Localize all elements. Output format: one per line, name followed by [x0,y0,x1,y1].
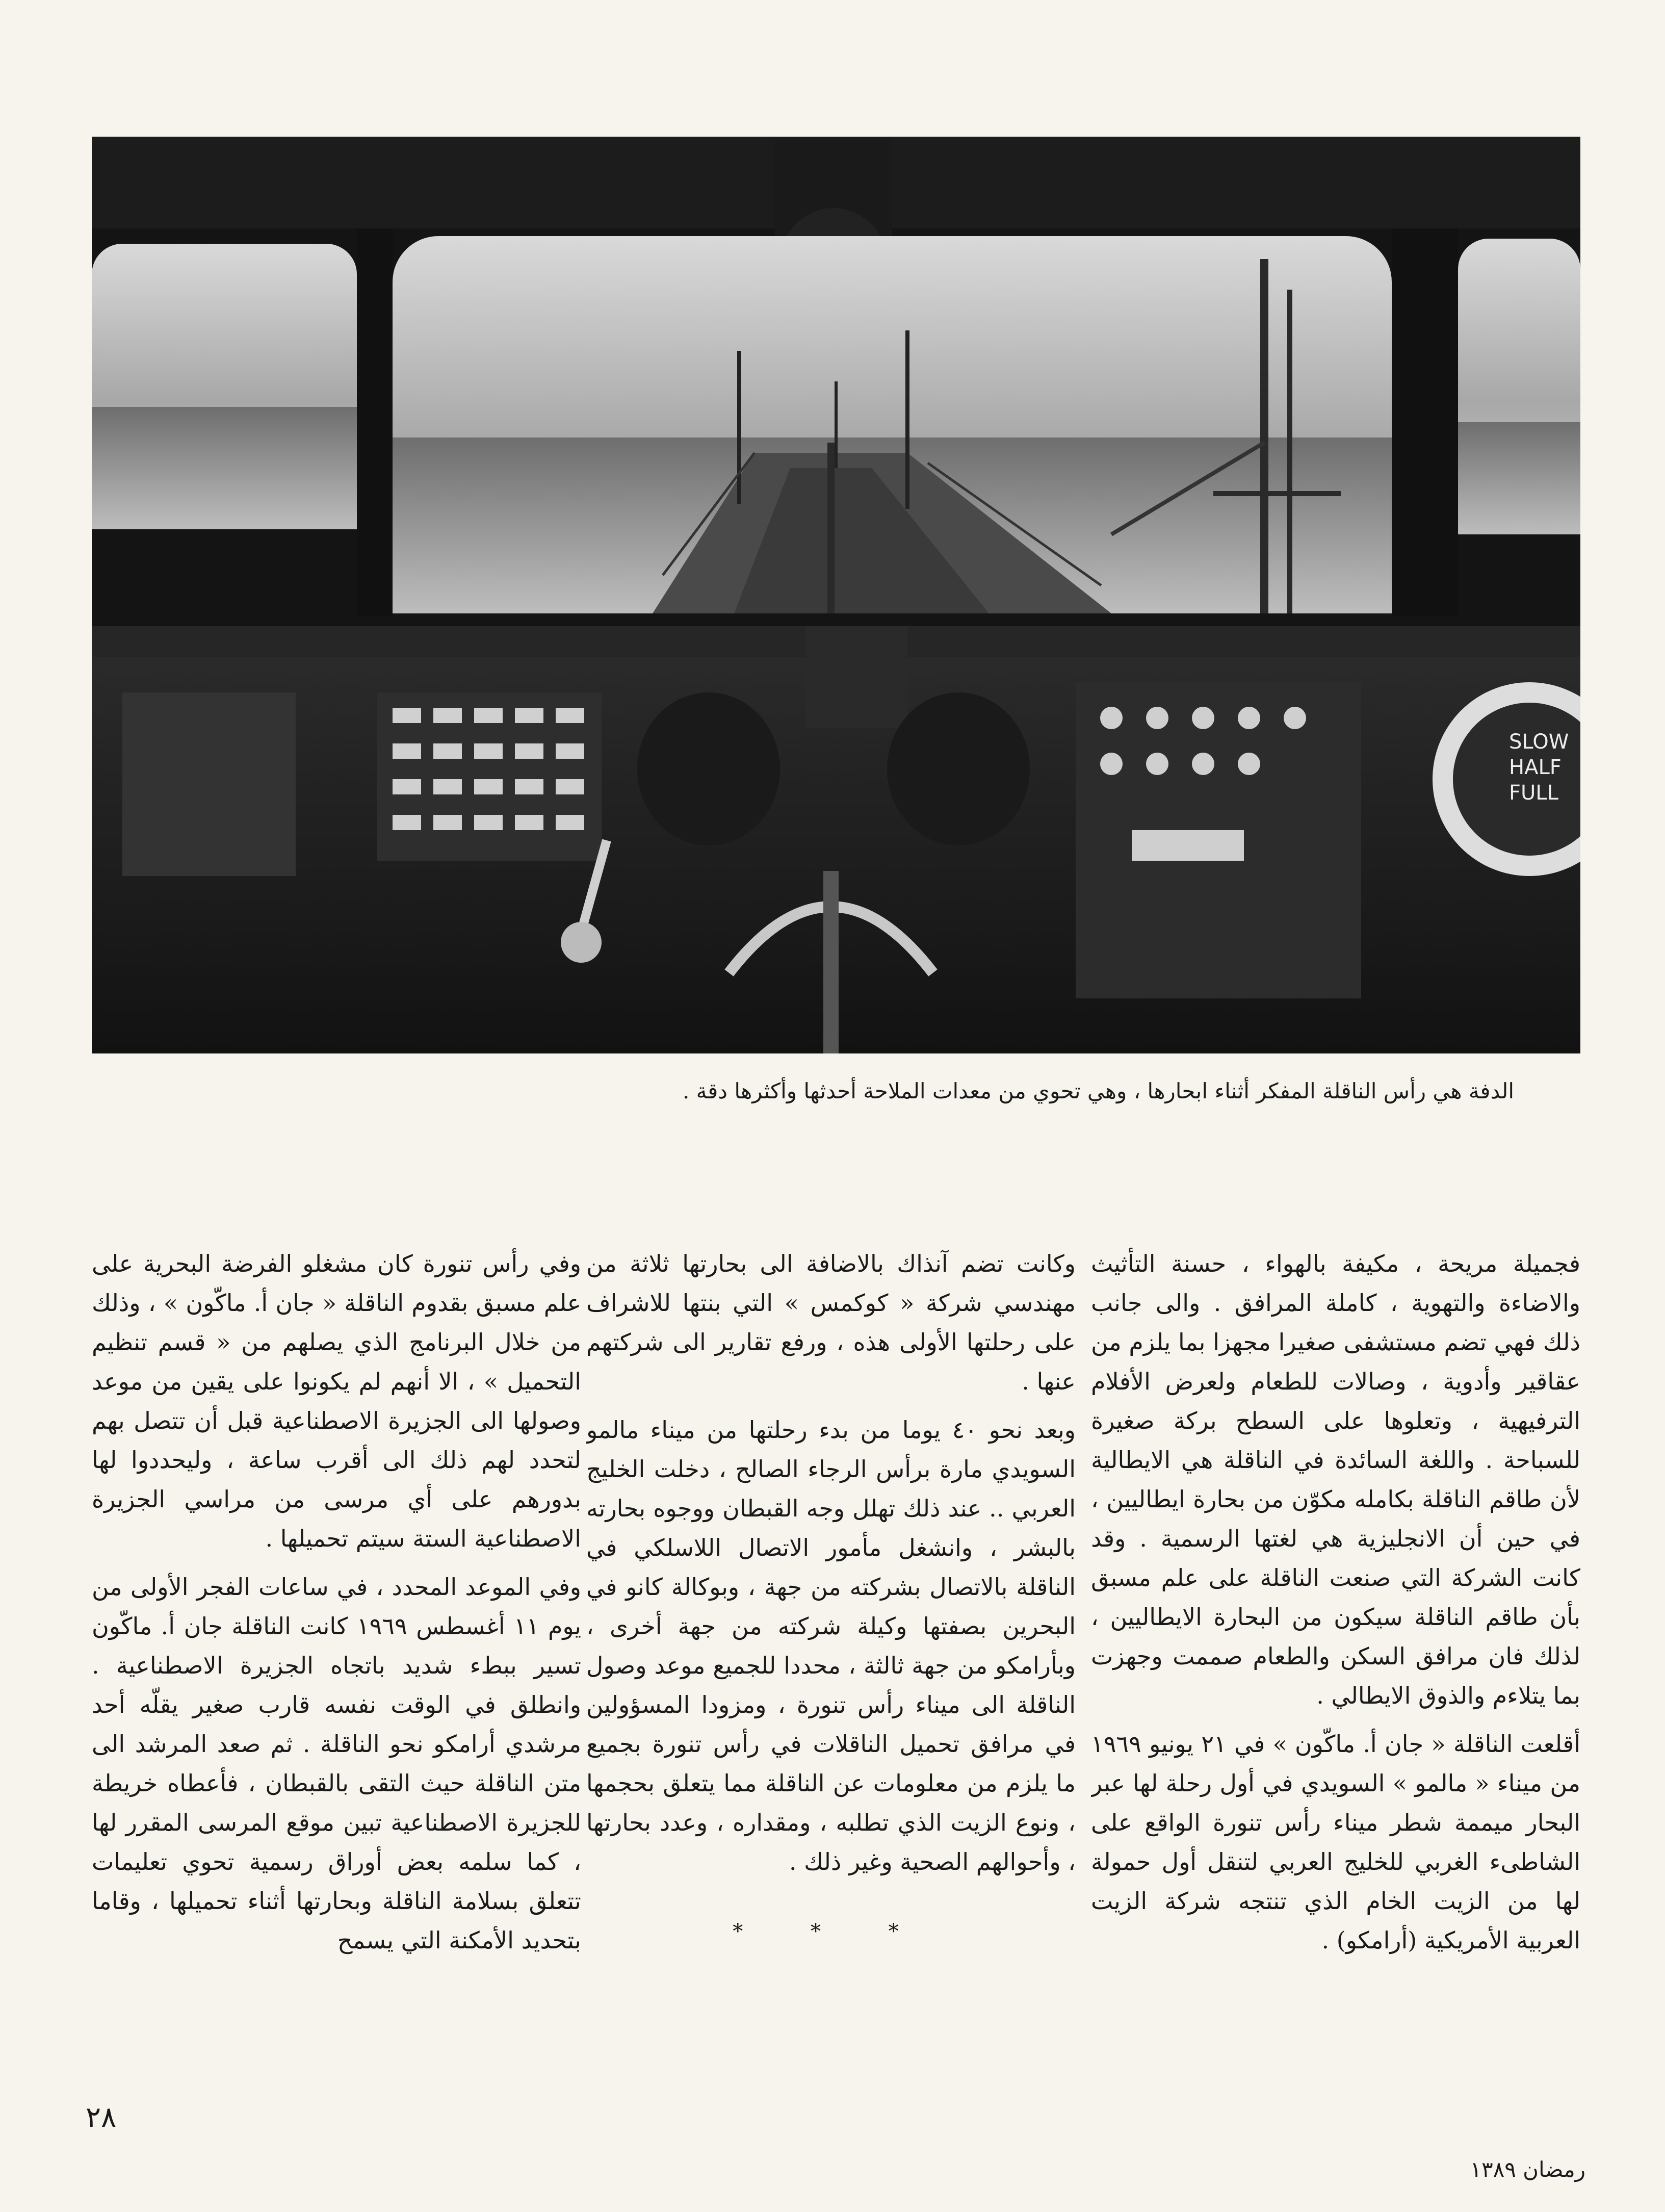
issue-date-footer: رمضان ١٣٨٩ [1470,2157,1585,2182]
photo-caption: الدفة هي رأس الناقلة المفكر أثناء ابحارها ، وهي تحوي من معدات الملاحة أحدثها وأكثرها دقة . [682,1078,1514,1103]
ship-bridge-illustration [92,137,1580,1053]
gauge-label-slow: SLOW [1509,730,1569,754]
paragraph: فجميلة مريحة ، مكيفة بالهواء ، حسنة التأثيث والاضاءة والتهوية ، كاملة المرافق . والى جانب ذلك فهي تضم مستشفى صغيرا مجهزا بما يلزم من عقاقير وأدوية ، وصالات للطعام ولعرض الأفلام الترفيهية ، وتعلوها على السطح بركة صغيرة للسباحة . واللغة السائدة في الناقلة هي الايطالية لأن طاقم الناقلة بكامله مكوّن من بحارة ايطاليين ، في حين أن الانجليزية هي لغتها الرسمية . وقد كانت الشركة التي صنعت الناقلة على علم مسبق بأن طاقم الناقلة سيكون من البحارة الايطاليين ، لذلك فان مرافق السكن والطعام صممت وجهزت بما يتلاءم والذوق الايطالي . [1091,1250,1580,1709]
ship-bridge-photo [92,137,1580,1053]
gauge-label-full: FULL [1509,781,1558,805]
text-column-middle [586,1244,1076,2121]
paragraph: وكانت تضم آنذاك بالاضافة الى بحارتها ثلاثة من مهندسي شركة « كوكمس » التي بنتها للاشراف على رحلتها الأولى هذه ، ورفع تقارير الى شركتهم عنها . [586,1250,1076,1395]
section-separator: * * * [733,1920,929,1943]
gauge-label-half: HALF [1509,756,1562,779]
paragraph: أقلعت الناقلة « جان أ. ماكّون » في ٢١ يونيو ١٩٦٩ من ميناء « مالمو » السويدي في أول رحلة لها عبر البحار ميممة شطر ميناء رأس تنورة الواقع على الشاطىء الغربي للخليج العربي لتنقل أول حمولة لها من الزيت الخام الذي تنتجه شركة الزيت العربية الأمريكية (أرامكو) . [1091,1730,1580,1954]
page-number: ٢٨ [86,2101,117,2134]
text-column-left [92,1244,581,2121]
text-column-right [1091,1244,1580,2121]
paragraph: وفي رأس تنورة كان مشغلو الفرضة البحرية على علم مسبق بقدوم الناقلة « جان أ. ماكّون » ، وذلك من خلال البرنامج الذي يصلهم من « قسم تنظيم التحميل » ، الا أنهم لم يكونوا على يقين من موعد وصولها الى الجزيرة الاصطناعية قبل أن تتصل بهم لتحدد لهم ذلك الى أقرب ساعة ، وليحددوا لها بدورهم على أي مرسى من مراسي الجزيرة الاصطناعية الستة سيتم تحميلها . [92,1250,581,1552]
paragraph: وفي الموعد المحدد ، في ساعات الفجر الأولى من يوم ١١ أغسطس ١٩٦٩ كانت الناقلة جان أ. ماكّون تسير ببطء شديد باتجاه الجزيرة الاصطناعية . وانطلق في الوقت نفسه قارب صغير يقلّه أحد مرشدي أرامكو نحو الناقلة . ثم صعد المرشد الى متن الناقلة حيث التقى بالقبطان ، فأعطاه خريطة للجزيرة الاصطناعية تبين موقع المرسى المقرر لها ، كما سلمه بعض أوراق رسمية تحوي تعليمات تتعلق بسلامة الناقلة وبحارتها أثناء تحميلها ، وقاما بتحديد الأمكنة التي يسمح [92,1573,581,1954]
paragraph: وبعد نحو ٤٠ يوما من بدء رحلتها من ميناء مالمو السويدي مارة برأس الرجاء الصالح ، دخلت الخليج العربي .. عند ذلك تهلل وجه القبطان ووجوه بحارته بالبشر ، وانشغل مأمور الاتصال اللاسلكي في الناقلة بالاتصال بشركته من جهة ، وبوكالة كانو في البحرين بصفتها وكيلة شركته من جهة أخرى ، وبأرامكو من جهة ثالثة ، محددا للجميع موعد وصول الناقلة الى ميناء رأس تنورة ، ومزودا المسؤولين في مرافق تحميل الناقلات في رأس تنورة بجميع ما يلزم من معلومات عن الناقلة مما يتعلق بحجمها ، ونوع الزيت الذي تطلبه ، ومقداره ، وعدد بحارتها ، وأحوالهم الصحية وغير ذلك . [586,1416,1076,1875]
